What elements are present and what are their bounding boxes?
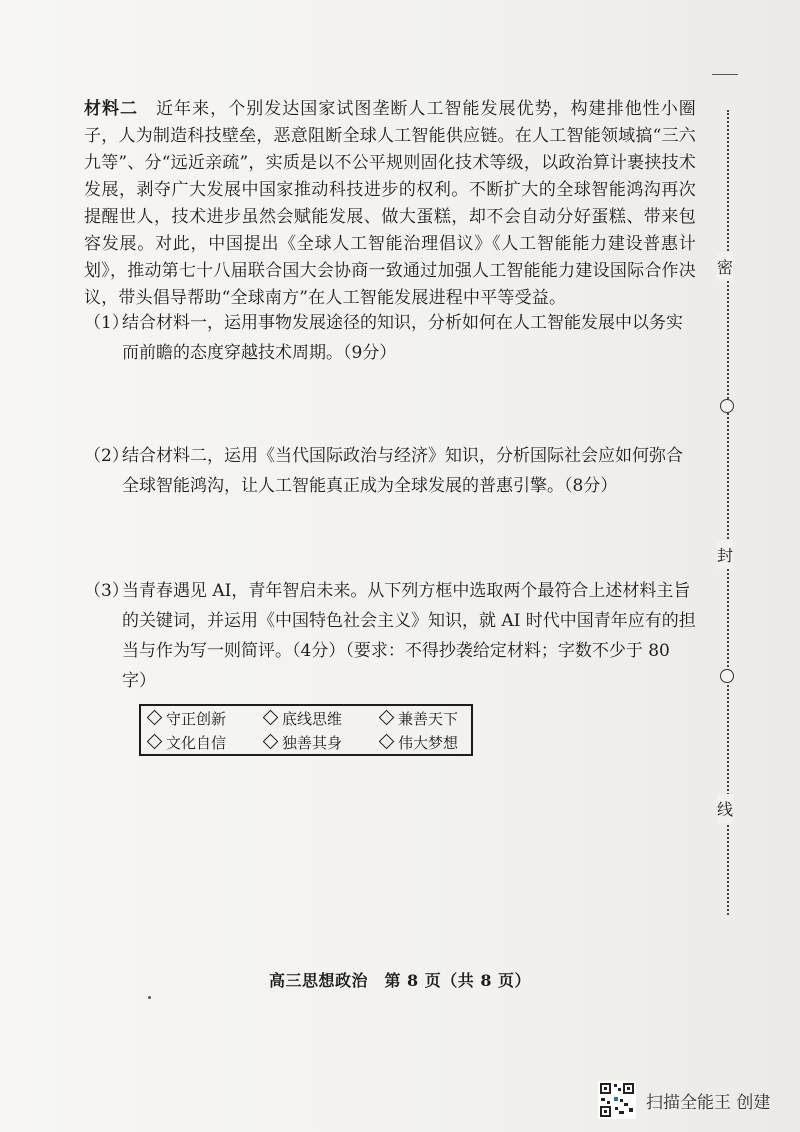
binding-hole-circle: [720, 669, 734, 683]
diamond-icon: [263, 734, 279, 750]
diamond-icon: [263, 710, 279, 726]
question-text: 当青春遇见 AI，青年智启未来。从下列方框中选取两个最符合上述材料主旨的关键词，并运用《中国特色社会主义》知识，就 AI 时代中国青年应有的担当与作为写一则简评。（4分）（要求：不得抄袭给定材料；字数不少于 80 字）: [122, 581, 696, 691]
material-label: 材料二: [84, 99, 139, 119]
scanner-watermark: [598, 1080, 770, 1120]
material-text: 近年来，个别发达国家试图垄断人工智能发展优势，构建排他性小圈子，人为制造科技壁垒，恶意阻断全球人工智能供应链。在人工智能领域搞“三六九等”、分“远近亲疏”，实质是以不公平规则固化技术等级，以政治算计裹挟技术发展，剥夺广大发展中国家推动科技进步的权利。不断扩大的全球智能鸿沟再次提醒世人，技术进步虽然会赋能发展、做大蛋糕，却不会自动分好蛋糕、带来包容发展。对此，中国提出《全球人工智能治理倡议》《人工智能能力建设普惠计划》，推动第七十八届联合国大会协商一致通过加强人工智能能力建设国际合作决议，带头倡导帮助“全球南方”在人工智能发展进程中平等受益。: [84, 99, 696, 308]
question-number: （2）: [84, 446, 129, 466]
scanner-text: 扫描全能王 创建: [646, 1092, 771, 1113]
material-two: [84, 96, 696, 312]
keyword-item: 兼善天下: [379, 707, 481, 731]
keyword-item: 独善其身: [263, 731, 379, 755]
binding-mark-feng: 封: [717, 540, 733, 569]
diamond-icon: [379, 734, 395, 750]
diamond-icon: [379, 710, 395, 726]
question-text: 结合材料一，运用事物发展途径的知识，分析如何在人工智能发展中以务实而前瞻的态度穿越技术周期。（9分）: [122, 313, 683, 363]
page-footer: 高三思想政治 第 8 页（共 8 页）: [268, 971, 532, 990]
question-1: [84, 308, 696, 368]
qr-code-icon: [598, 1081, 636, 1119]
diamond-icon: [147, 710, 163, 726]
question-text: 结合材料二，运用《当代国际政治与经济》知识，分析国际社会应如何弥合全球智能鸿沟，让人工智能真正成为全球发展的普惠引擎。（8分）: [122, 446, 683, 496]
binding-mark-xian: 线: [717, 794, 733, 823]
keyword-item: 文化自信: [147, 731, 263, 755]
question-3: [84, 576, 696, 696]
question-number: （3）: [84, 581, 129, 601]
question-number: （1）: [84, 313, 129, 333]
question-2: [84, 441, 696, 501]
diamond-icon: [147, 734, 163, 750]
keyword-item: 底线思维: [263, 707, 379, 731]
scan-speck: [148, 996, 151, 999]
edge-mark: [712, 74, 738, 75]
keyword-item: 伟大梦想: [379, 731, 481, 755]
binding-hole-circle: [720, 399, 734, 413]
binding-mark-mi: 密: [717, 252, 733, 281]
keyword-item: 守正创新: [147, 707, 263, 731]
keyword-box: [139, 704, 473, 756]
